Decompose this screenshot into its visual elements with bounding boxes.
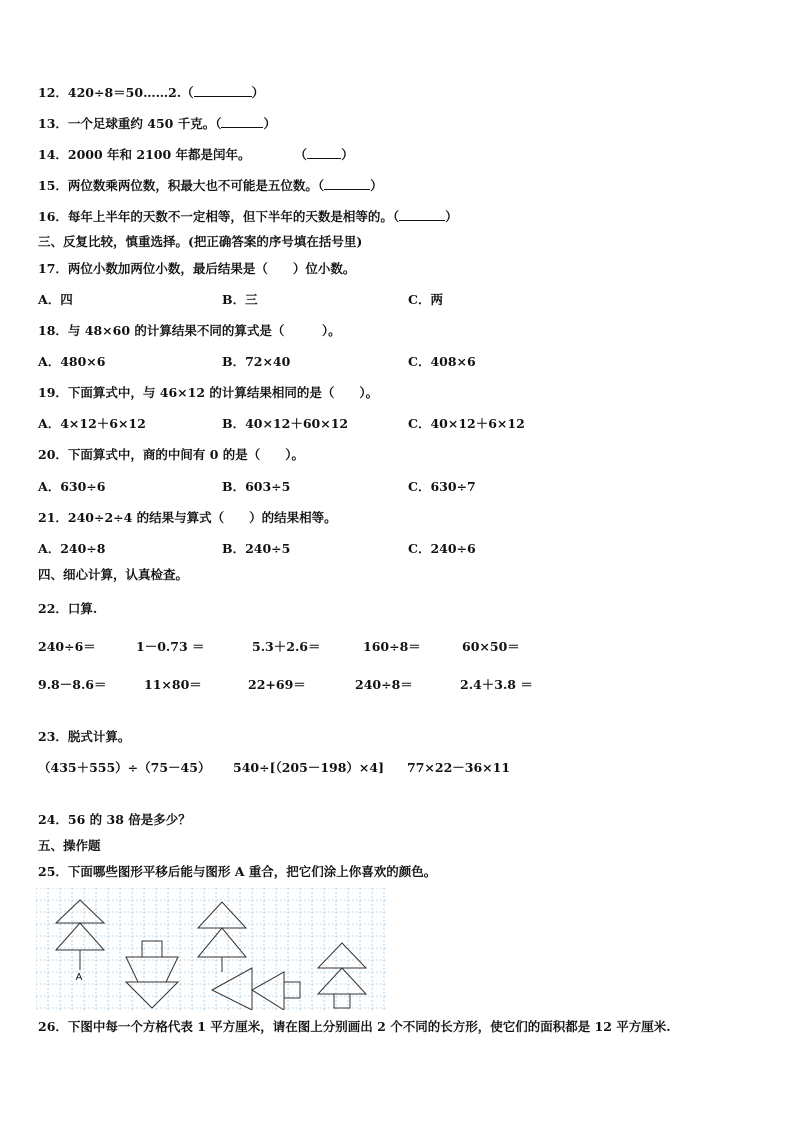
shape-d-left-triangle[interactable] [212,968,252,1010]
step-calc-item: 77×22－36×11 [407,760,511,775]
question-12 [38,84,264,101]
answer-blank[interactable] [307,146,341,159]
question-text: 一个足球重约 450 千克。（ [67,116,222,131]
section-heading-3: 三、反复比较，慎重选择。(把正确答案的序号填在括号里) [38,234,363,249]
question-number: 12． [38,85,68,100]
translation-grid-figure [36,888,388,1010]
answer-blank[interactable] [324,177,370,190]
option-c[interactable]: C．408×6 [408,354,476,369]
question-26-stem: 26．下图中每一个方格代表 1 平方厘米，请在图上分别画出 2 个不同的长方形，使它们的面积都是 12 平方厘米. [38,1019,671,1034]
oral-calc-item: 240÷8＝ [355,677,413,692]
tree-a-top-triangle[interactable] [56,900,104,923]
paren-close: ） [341,147,354,162]
question-25-stem: 25．下面哪些图形平移后能与图形 A 重合，把它们涂上你喜欢的颜色。 [38,864,437,879]
question-19-stem: 19．下面算式中，与 46×12 的计算结果相同的是（ ）。 [38,385,379,400]
question-number: 13． [38,116,68,131]
step-calc-item: 540÷[（205－198）×4] [233,760,385,775]
question-14 [38,146,354,163]
tree-e-top-triangle[interactable] [318,943,366,968]
oral-calc-item: 1－0.73 ＝ [136,639,205,654]
shape-d-middle-triangle[interactable] [252,972,284,1010]
figure-a-label: A [75,972,83,983]
question-16 [38,208,458,225]
question-number: 14． [38,147,68,162]
oral-calc-item: 160÷8＝ [363,639,421,654]
question-text: 2000 年和 2100 年都是闰年。 [67,147,251,162]
question-text: 420÷8＝50……2.（ [67,85,194,100]
section-heading-4: 四、细心计算，认真检查。 [38,567,189,582]
question-21-stem: 21．240÷2÷4 的结果与算式（ ）的结果相等。 [38,510,337,525]
question-text: 两位数乘两位数，积最大也不可能是五位数。（ [67,178,325,193]
answer-blank[interactable] [399,208,445,221]
question-24: 24．56 的 38 倍是多少？ [38,812,191,827]
question-17-stem: 17．两位小数加两位小数，最后结果是（ ）位小数。 [38,261,356,276]
question-20-stem: 20．下面算式中，商的中间有 0 的是（ ）。 [38,447,305,462]
shape-b-inverted-triangle[interactable] [126,982,178,1008]
shape-b-trapezoid[interactable] [126,957,178,982]
question-13 [38,115,276,132]
oral-calc-item: 11×80＝ [144,677,202,692]
option-b[interactable]: B．72×40 [222,354,291,369]
shape-d-square[interactable] [284,982,300,998]
figure-shapes [56,900,366,1010]
option-b[interactable]: B．40×12＋60×12 [222,416,349,431]
answer-blank[interactable] [221,115,263,128]
tree-a-bottom-triangle[interactable] [56,923,104,950]
paren-open: （ [294,147,308,162]
option-b[interactable]: B．三 [222,292,258,307]
step-calc-item: （435＋555）÷（75－45） [38,760,211,775]
grid-lines [36,888,388,1010]
question-15 [38,177,383,194]
option-a[interactable]: A．480×6 [38,354,106,369]
option-a[interactable]: A．4×12＋6×12 [38,416,146,431]
oral-calc-item: 60×50＝ [462,639,520,654]
option-c[interactable]: C．两 [408,292,443,307]
option-a[interactable]: A．四 [38,292,73,307]
section-heading-5: 五、操作题 [38,838,101,853]
question-text: 每年上半年的天数不一定相等，但下半年的天数是相等的。（ [67,209,400,224]
option-c[interactable]: C．40×12＋6×12 [408,416,525,431]
tree-c-bottom-triangle[interactable] [198,928,246,957]
paren-close: ） [445,209,458,224]
paren-close: ） [370,178,383,193]
oral-calc-item: 5.3＋2.6＝ [252,639,321,654]
question-22-stem: 22．口算. [38,601,98,616]
shape-b-square[interactable] [142,941,162,957]
oral-calc-item: 2.4＋3.8 ＝ [460,677,533,692]
question-number: 15． [38,178,68,193]
oral-calc-item: 22+69＝ [248,677,306,692]
option-b[interactable]: B．240÷5 [222,541,291,556]
question-18-stem: 18．与 48×60 的计算结果不同的算式是（ ）。 [38,323,341,338]
option-a[interactable]: A．630÷6 [38,479,106,494]
option-a[interactable]: A．240÷8 [38,541,106,556]
option-c[interactable]: C．240÷6 [408,541,476,556]
option-b[interactable]: B．603÷5 [222,479,291,494]
answer-blank[interactable] [194,84,252,97]
paren-close: ） [263,116,276,131]
question-23-stem: 23．脱式计算。 [38,729,131,744]
oral-calc-item: 240÷6＝ [38,639,96,654]
question-number: 16． [38,209,68,224]
paren-close: ） [251,85,265,100]
option-c[interactable]: C．630÷7 [408,479,476,494]
oral-calc-item: 9.8－8.6＝ [38,677,107,692]
